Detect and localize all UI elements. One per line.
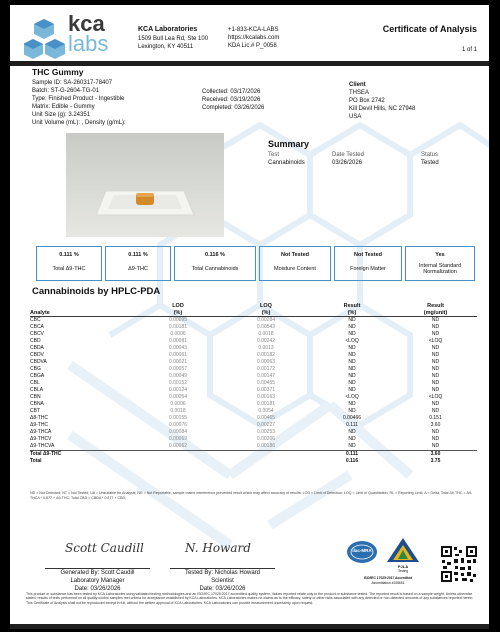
result-box-value: Yes	[435, 252, 445, 258]
result-box-value: 0.111 %	[128, 252, 148, 258]
result-mg-value: ND	[431, 387, 440, 393]
result-mg-value: ND	[431, 408, 440, 414]
table-row	[30, 359, 477, 366]
summary-title: Summary	[268, 139, 310, 149]
table-header-row	[30, 303, 477, 317]
iso-accreditation: ISO/IEC 17025:2017 Accredited	[363, 576, 413, 580]
loq-value: 0.00147	[256, 373, 276, 379]
analyte-name: CBL	[30, 380, 40, 386]
client-line-2: Kill Devil Hills, NC 27948	[349, 106, 416, 112]
loq-value: 0.00181	[256, 401, 276, 407]
loq-value: 0.00227	[256, 422, 276, 428]
loq-value: 0.0054	[258, 408, 274, 414]
table-row	[30, 401, 477, 408]
lod-value: 0.00155	[168, 415, 188, 421]
date-completed: Completed: 03/26/2026	[202, 105, 265, 111]
ilac-text: ilac-MRA	[352, 548, 372, 553]
lod-value: 0.00043	[168, 345, 188, 351]
lod-value: 0.0006	[170, 331, 186, 337]
certificate-page	[10, 5, 489, 629]
result-box-d9-thc	[105, 246, 171, 281]
sample-photo	[66, 133, 224, 237]
result-pct-value: ND	[348, 429, 356, 435]
result-box-internal-standard	[405, 246, 475, 281]
loq-value: 0.0018	[258, 331, 274, 337]
result-mg-value: ND	[431, 359, 440, 365]
unit-volume: Unit Volume (mL): , Density (g/mL):	[32, 120, 126, 126]
analyte-name: CBDA	[30, 345, 44, 351]
table-row	[30, 443, 477, 451]
analyte-name: Δ9-THC	[30, 422, 49, 428]
loq-value: 0.00163	[256, 394, 276, 400]
col-result-mg: Result (mg/unit)	[394, 303, 477, 317]
result-mg-value: ND	[431, 352, 440, 358]
result-pct-value: ND	[348, 443, 356, 449]
loq-value: 0.00182	[256, 352, 276, 358]
analyte-name: CBT	[30, 408, 40, 414]
result-pct-value: ND	[348, 366, 356, 372]
result-pct-value: ND	[348, 436, 356, 442]
disclaimer: This product or substance has been tested by KCA Laboratories using validated testing methodologies and an ISO/IEC 17025:2017 accredited quality system. Values reported relate only to the product or substance tested. The reported result is based on a sample weight. Unless otherwise stated, results of tests performed on all quality control samples met criteria for acceptance established by KCA Laboratories. KCA Laboratories makes no claims as to the efficacy, safety or other risks associated with any detected or non-detected amounts of any substances reported herein. This Certificate of Analysis shall not be reproduced except in full, without the written approval of KCA Laboratories. KCA Laboratories can provide measurement uncertainty upon request.	[26, 592, 474, 605]
result-box-label: Internal Standard Normalization	[418, 263, 462, 275]
col-lod: LOD (%)	[134, 303, 222, 317]
total-result-pct: 0.116	[345, 458, 359, 464]
analyte-name: CBCA	[30, 324, 44, 330]
lod-value: 0.00181	[168, 324, 188, 330]
product-type: Type: Finished Product - Ingestible	[32, 96, 125, 102]
table-row	[30, 373, 477, 380]
table-row	[30, 380, 477, 387]
lod-value: 0.00069	[168, 436, 188, 442]
result-pct-value: ND	[348, 324, 356, 330]
table-row	[30, 394, 477, 401]
signature-tested: N. Howard	[185, 541, 251, 555]
result-pct-value: ND	[348, 373, 356, 379]
page-number: 1 of 1	[461, 47, 477, 53]
loq-value: 0.00371	[256, 387, 276, 393]
summary-col-test: Test	[268, 152, 280, 158]
lod-value: 0.00084	[168, 429, 188, 435]
lod-value: 0.00021	[168, 359, 188, 365]
total-row	[30, 451, 477, 459]
lod-value: 0.00124	[168, 387, 188, 393]
result-box-value: 0.111 %	[59, 252, 79, 258]
table-row	[30, 324, 477, 331]
date-received: Received: 03/19/2026	[202, 97, 261, 103]
client-name: THSEA	[349, 90, 370, 96]
cannabinoids-section-title: Cannabinoids by HPLC-PDA	[32, 286, 161, 297]
result-box-label: Δ9-THC	[128, 266, 148, 272]
total-name: Total Δ9-THC	[30, 451, 134, 459]
loq-value: 0.00465	[256, 415, 276, 421]
total-result-mg: 3.75	[430, 458, 441, 464]
generated-by: Generated By: Scott Caudill	[60, 570, 135, 576]
footer-bar	[10, 624, 489, 629]
result-pct-value: ND	[348, 352, 356, 358]
result-pct-value: ND	[348, 345, 356, 351]
result-pct-value: ND	[348, 408, 356, 414]
result-pct-value: ND	[348, 401, 356, 407]
total-result-pct: 0.111	[310, 451, 394, 459]
table-row	[30, 415, 477, 422]
total-loq	[222, 451, 310, 459]
loq-value: 0.00543	[256, 324, 276, 330]
analyte-name: CBC	[30, 317, 41, 323]
result-pct-value: 0.00466	[342, 415, 362, 421]
logo-labs-text: labs	[68, 31, 109, 56]
loq-value: 0.00172	[256, 366, 276, 372]
analyte-name: Δ9-THCVA	[30, 443, 55, 449]
tested-date: Date: 03/26/2026	[199, 586, 246, 592]
generated-date: Date: 03/26/2026	[74, 586, 121, 592]
result-box-value: 0.116 %	[205, 252, 225, 258]
loq-value: 0.00284	[256, 317, 276, 323]
result-box-total-d9-thc	[36, 246, 102, 281]
unit-size: Unit Size (g): 3.24351	[32, 112, 91, 118]
lod-value: 0.00152	[168, 380, 188, 386]
lod-value: 0.00054	[168, 394, 188, 400]
table-row	[30, 429, 477, 436]
loq-value: 0.00206	[256, 436, 276, 442]
total-lod	[134, 458, 222, 465]
analyte-name: CBNA	[30, 401, 44, 407]
result-mg-value: <LOQ	[428, 394, 443, 400]
footnote: ND = Not Detected; NT = Not Tested; UA = Unsuitable for Analysis; NR = Not Reportable, sample matrix interference prevented result which may affect accuracy of results; LOD = Limit of Detection; LOQ = Limit of Quantitation; RL = Reporting Limit; Δ = Delta; Total Δ9-THC = Δ9-THCA * 0.877 + Δ9-THC; Total CBD = CBDA * 0.877 + CBD;	[30, 491, 473, 500]
result-mg-value: ND	[431, 436, 440, 442]
lod-value: 0.0006	[170, 401, 186, 407]
total-row	[30, 458, 477, 465]
result-box-moisture	[259, 246, 331, 281]
loq-value: 0.00063	[256, 359, 276, 365]
summary-row-status: Tested	[421, 160, 439, 166]
lab-address-2: Lexington, KY 40511	[138, 44, 194, 50]
result-pct-value: ND	[348, 317, 356, 323]
lod-value: 0.00061	[168, 352, 188, 358]
lod-value: 0.00049	[168, 373, 188, 379]
lod-value: 0.00076	[168, 422, 188, 428]
result-box-value: Not Tested	[353, 252, 382, 258]
result-pct-value: ND	[348, 331, 356, 337]
lab-phone: +1-833-KCA-LABS	[228, 27, 279, 33]
signature-line	[45, 568, 150, 569]
result-pct-value: ND	[348, 387, 356, 393]
lod-value: 0.00062	[168, 443, 188, 449]
accreditation-number: Accreditation #108651	[371, 581, 405, 585]
analyte-name: CBLA	[30, 387, 44, 393]
table-row	[30, 436, 477, 443]
table-row	[30, 317, 477, 325]
result-mg-value: ND	[431, 317, 440, 323]
result-mg-value: ND	[431, 443, 440, 449]
col-analyte: Analyte	[30, 303, 134, 317]
tested-by: Tested By: Nicholas Howard	[184, 570, 261, 576]
result-pct-value: ND	[348, 380, 356, 386]
result-mg-value: ND	[431, 380, 440, 386]
signature-line	[170, 568, 275, 569]
result-mg-value: <LOQ	[428, 338, 443, 344]
analyte-name: CBG	[30, 366, 41, 372]
generated-role: Laboratory Manager	[70, 578, 125, 584]
analyte-name: CBGA	[30, 373, 45, 379]
total-lod	[134, 451, 222, 459]
lab-license: KDA Lic.# P_0058	[228, 43, 277, 49]
lod-value: 0.00081	[168, 338, 188, 344]
batch: Batch: ST-G-2604-TG-01	[32, 88, 100, 94]
analyte-name: CBDVA	[30, 359, 47, 365]
loq-value: 0.00253	[256, 429, 276, 435]
sample-id: Sample ID: SA-260317-78407	[32, 80, 113, 86]
summary-col-status: Status	[421, 152, 439, 158]
tested-role: Scientist	[211, 578, 234, 584]
product-name: THC Gummy	[32, 67, 84, 77]
loq-value: 0.00455	[256, 380, 276, 386]
result-mg-value: ND	[431, 429, 440, 435]
result-box-label: Total Cannabinoids	[191, 266, 239, 272]
result-mg-value: ND	[431, 373, 440, 379]
analyte-name: CBD	[30, 338, 41, 344]
total-name: Total	[30, 458, 42, 464]
signature-generated: Scott Caudill	[65, 541, 144, 555]
client-line-3: USA	[349, 114, 362, 120]
result-pct-value: 0.111	[346, 422, 358, 428]
client-line-1: PO Box 2742	[349, 98, 385, 104]
loq-value: 0.00242	[256, 338, 276, 344]
matrix: Matrix: Edible - Gummy	[32, 104, 95, 110]
table-row	[30, 366, 477, 373]
lod-value: 0.00057	[168, 366, 188, 372]
result-box-label: Total Δ9-THC	[52, 266, 86, 272]
result-mg-value: ND	[431, 345, 440, 351]
logo-kca-text: kca	[68, 11, 105, 36]
table-row	[30, 331, 477, 338]
result-pct-value: ND	[348, 359, 356, 365]
header-divider	[10, 61, 489, 66]
result-mg-value: 0.151	[429, 415, 442, 421]
total-loq	[222, 458, 310, 465]
result-box-foreign-matter	[334, 246, 402, 281]
analyte-name: CBN	[30, 394, 41, 400]
loq-value: 0.00186	[256, 443, 276, 449]
summary-row-date: 03/26/2026	[332, 160, 363, 166]
result-mg-value: ND	[431, 324, 440, 330]
date-collected: Collected: 03/17/2026	[202, 89, 261, 95]
summary-col-date: Date Tested	[332, 152, 364, 158]
result-box-total-cannabinoids	[174, 246, 256, 281]
col-loq: LOQ (%)	[222, 303, 310, 317]
table-row	[30, 408, 477, 415]
lab-address-1: 1509 Bull Lea Rd, Ste 100	[138, 36, 209, 42]
analyte-name: CBCV	[30, 331, 44, 337]
qr-code[interactable]	[440, 545, 478, 583]
result-box-label: Moisture Content	[274, 266, 316, 272]
result-mg-value: ND	[431, 331, 440, 337]
pjla-sub: Testing	[397, 569, 409, 573]
summary-row-test: Cannabinoids	[268, 160, 305, 166]
result-pct-value: <LOQ	[345, 338, 359, 344]
pjla-logo	[386, 537, 420, 563]
col-result-pct: Result (%)	[310, 303, 394, 317]
client-label: Client	[349, 82, 366, 88]
analyte-name: Δ8-THC	[30, 415, 49, 421]
cannabinoids-table	[30, 303, 477, 465]
result-box-label: Foreign Matter	[350, 266, 386, 272]
lod-value: 0.00095	[168, 317, 188, 323]
table-row	[30, 352, 477, 359]
lod-value: 0.0018	[170, 408, 186, 414]
analyte-name: Δ9-THCV	[30, 436, 52, 442]
table-row	[30, 387, 477, 394]
total-result-mg: 3.60	[394, 451, 477, 459]
analyte-name: Δ9-THCA	[30, 429, 52, 435]
lab-name: KCA Laboratories	[138, 26, 198, 33]
document-title: Certificate of Analysis	[382, 24, 477, 34]
lab-website[interactable]: https://kcalabs.com	[228, 35, 280, 41]
pjla-text: PJLA	[397, 564, 409, 569]
result-pct-value: <LOQ	[345, 394, 359, 400]
cannabinoids-table-body	[30, 317, 477, 466]
loq-value: 0.0013	[258, 345, 274, 351]
analyte-name: CBDV	[30, 352, 44, 358]
table-row	[30, 345, 477, 352]
table-row	[30, 422, 477, 429]
table-row	[30, 338, 477, 345]
result-box-value: Not Tested	[280, 252, 309, 258]
result-mg-value: 3.60	[430, 422, 441, 428]
result-mg-value: ND	[431, 366, 440, 372]
result-mg-value: ND	[431, 401, 440, 407]
